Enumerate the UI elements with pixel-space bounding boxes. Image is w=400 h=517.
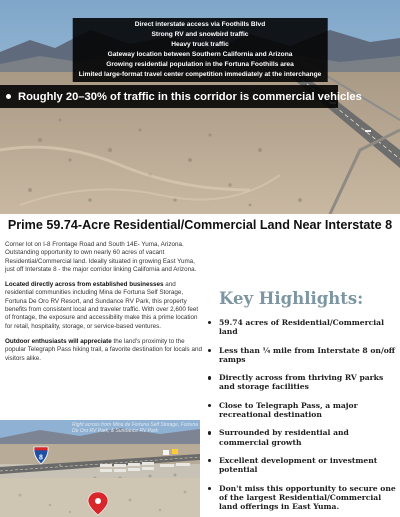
highlight-text: Don't miss this opportunity to secure one of the largest Residential/Commercial land offerings in East Yuma.: [219, 483, 396, 512]
highlight-text: Close to Telegraph Pass, a major recreational destination: [219, 400, 358, 420]
aerial-map-photo: [0, 420, 200, 517]
bullet-icon: [208, 321, 211, 324]
callout-text: Roughly 20–30% of traffic in this corridor is commercial vehicles: [18, 90, 362, 103]
highlight-text: Surrounded by residential and commercial growth: [219, 428, 349, 447]
location-lead: Located directly across from established businesses: [5, 281, 164, 289]
highlight-text: Excellent development or investment potential: [219, 455, 378, 475]
key-highlights-heading: Key Highlights:: [219, 289, 364, 308]
highlight-text: Directly across from thriving RV parks and storage facilities: [219, 373, 384, 392]
property-description: [5, 241, 205, 370]
highlight-item: [208, 401, 396, 420]
commercial-traffic-callout: [0, 85, 362, 108]
outdoor-lead: Outdoor enthusiasts will appreciate: [5, 337, 112, 345]
hero-aerial-photo: [0, 0, 400, 214]
bullet-icon: [208, 431, 211, 434]
traffic-feature-line: Gateway location between Southern California and Arizona: [107, 51, 293, 58]
traffic-feature-line: Limited large-format travel center competition immediately at the interchange: [78, 71, 322, 78]
key-highlights-list: [208, 318, 396, 517]
bullet-icon: [208, 404, 211, 407]
bullet-icon: [208, 349, 211, 352]
intro-paragraph: Corner lot on I-8 Frontage Road and South 14E- Yuma, Arizona. Outstanding opportunity to own nearly 60 acres of vacant Residential/Commercial land. Ideally situated in growing East Yuma, just off Interstate 8 - the major corridor linking California and Arizona.: [5, 241, 197, 273]
bullet-icon: [208, 487, 211, 490]
interstate-number: 8: [39, 454, 43, 462]
highlight-item: [208, 346, 396, 365]
highlight-text: Less than ¼ mile from Interstate 8 on/off ramps: [219, 345, 396, 364]
outdoor-body: the land's proximity to the popular Telegraph Pass hiking trail, a favorite destination for locals and visitors alike.: [5, 337, 202, 362]
location-paragraph: [5, 281, 205, 331]
traffic-feature-line: Direct interstate access via Foothills Blvd: [134, 21, 266, 28]
outdoor-paragraph: [5, 338, 205, 363]
location-body: and residential communities including Mina de Fortuna Self Storage, Fortuna De Oro RV Resort, and Sundance RV Park, this property benefits from consistent local and traveler traffic. With over 2,600 feet of frontage, the exposure and accessibility make this a prime location for retail, hospitality, storage, or service-based ventures.: [5, 281, 199, 330]
bullet-icon: [6, 94, 11, 99]
highlight-item: [208, 318, 396, 337]
highlight-text: 59.74 acres of Residential/Commercial land: [219, 318, 384, 337]
bullet-icon: [208, 376, 211, 379]
highlight-item: [208, 428, 396, 447]
traffic-feature-line: Growing residential population in the Fortuna Foothills area: [106, 61, 294, 68]
traffic-feature-line: Heavy truck traffic: [171, 41, 229, 48]
highlight-item: [208, 373, 396, 392]
traffic-features-box: [73, 18, 328, 82]
traffic-feature-line: Strong RV and snowbird traffic: [151, 31, 249, 38]
bullet-icon: [208, 459, 211, 462]
highlight-item: [208, 456, 396, 475]
map-caption: Right across from Mina de Fortuna Self Storage, Fortuna De Oro RV Park, & Sundance RV Park: [72, 422, 198, 434]
highlight-item: [208, 484, 396, 512]
page-title: Prime 59.74-Acre Residential/Commercial Land Near Interstate 8: [7, 218, 393, 232]
